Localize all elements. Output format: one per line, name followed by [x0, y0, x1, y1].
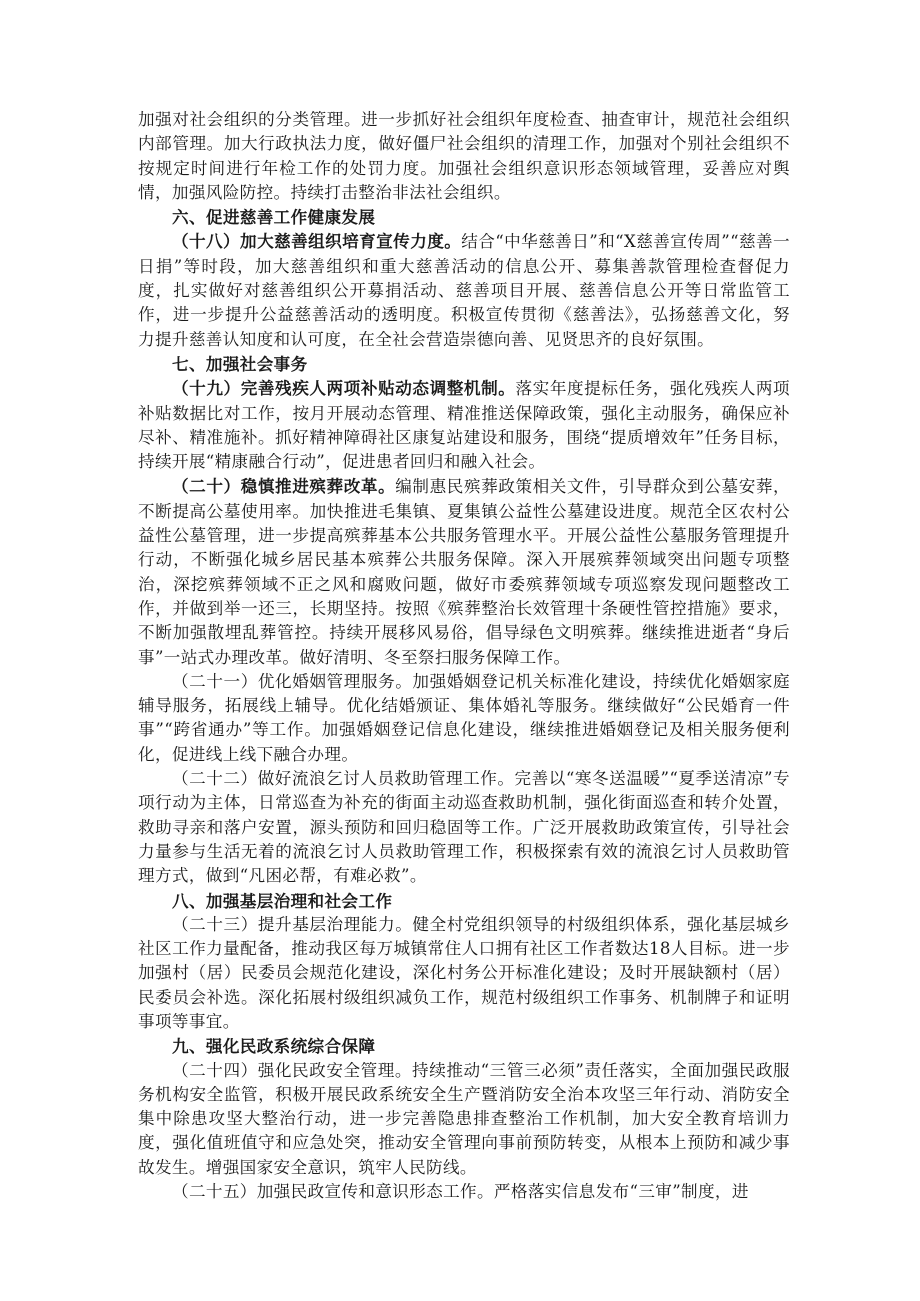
paragraph-org-management [138, 108, 790, 205]
paragraph-disability-subsidy [138, 376, 790, 474]
paragraph-text: 结合“中华慈善日”和“X慈善宣传周”“慈善一日捐”等时段，加大慈善组织和重大慈善活动的信息公开、募集善款管理检查督促力度，扎实做好对慈善组织公开募捐活动、慈善项目开展、慈善信息公开等日常监管工作，进一步提升公益慈善活动的透明度。积极宣传贯彻《慈善法》，弘扬慈善文化，努力提升慈善认知度和认可度，在全社会营造崇德向善、见贤思齐的良好氛围。 [138, 232, 790, 349]
section-heading-support: 九、强化民政系统综合保障 [172, 1036, 376, 1057]
paragraph-grassroots-governance [138, 913, 790, 1034]
paragraph-funeral-reform [138, 474, 790, 669]
paragraph-text: 落实年度提标任务，强化残疾人两项补贴数据比对工作，按月开展动态管理、精准推送保障政策，强化主动服务，确保应补尽补、精准施补。抓好精神障碍社区康复站建设和服务，围绕“提质增效年”任务目标，持续开展“精康融合行动”，促进患者回归和融入社会。 [138, 379, 791, 472]
section-heading-charity: 六、促进慈善工作健康发展 [172, 207, 376, 228]
document-page [138, 108, 790, 1204]
paragraph-text: 编制惠民殡葬政策相关文件，引导群众到公墓安葬，不断提高公墓使用率。加快推进毛集镇、夏集镇公益性公墓建设进度。规范全区农村公益性公墓管理，进一步提高殡葬基本公共服务管理水平。开展公益性公墓服务管理提升行动，不断强化城乡居民基本殡葬公共服务保障。深入开展殡葬领域突出问题专项整治，深挖殡葬领域不正之风和腐败问题，做好市委殡葬领域专项巡察发现问题整改工作，并做到举一还三，长期坚持。按照《殡葬整治长效管理十条硬性管控措施》要求，不断加强散埋乱葬管控。持续开展移风易俗，倡导绿色文明殡葬。继续推进逝者“身后事”一站式办理改革。做好清明、冬至祭扫服务保障工作。 [138, 477, 790, 667]
paragraph-text: （二十五）加强民政宣传和意识形态工作。严格落实信息发布“三审”制度，进 [172, 1182, 749, 1202]
section-heading-social-affairs: 七、加强社会事务 [172, 353, 308, 374]
paragraph-vagrant-relief [138, 767, 790, 888]
paragraph-text: （二十四）强化民政安全管理。持续推动“三管三必须”责任落实，全面加强民政服务机构安全监管，积极开展民政系统安全生产暨消防安全治本攻坚三年行动、消防安全集中除患攻坚大整治行动，进一步完善隐患排查整治工作机制，加大安全教育培训力度，强化值班值守和应急处突，推动安全管理向事前预防转变，从根本上预防和减少事故发生。增强国家安全意识，筑牢人民防线。 [138, 1060, 790, 1177]
paragraph-marriage-service [138, 670, 790, 767]
paragraph-publicity-ideology [138, 1180, 790, 1204]
paragraph-lead: （十九）完善残疾人两项补贴动态调整机制。 [172, 378, 516, 399]
paragraph-text: （二十一）优化婚姻管理服务。加强婚姻登记机关标准化建设，持续优化婚姻家庭辅导服务，拓展线上辅导。优化结婚颁证、集体婚礼等服务。继续做好“公民婚育一件事”“跨省通办”等工作。加强婚姻登记信息化建设，继续推进婚姻登记及相关服务便利化，促进线上线下融合办理。 [138, 671, 790, 764]
paragraph-text: 加强对社会组织的分类管理。进一步抓好社会组织年度检查、抽查审计，规范社会组织内部管理。加大行政执法力度，做好僵尸社会组织的清理工作，加强对个别社会组织不按规定时间进行年检工作的处罚力度。加强社会组织意识形态领域管理，妥善应对舆情，加强风险防控。持续打击整治非法社会组织。 [138, 110, 790, 202]
paragraph-text: （二十二）做好流浪乞讨人员救助管理工作。完善以“寒冬送温暖”“夏季送清凉”专项行动为主体，日常巡查为补充的街面主动巡查救助机制，强化街面巡查和转介处置，救助寻亲和落户安置，源头预防和回归稳固等工作。广泛开展救助政策宣传，引导社会力量参与生活无着的流浪乞讨人员救助管理工作，积极探索有效的流浪乞讨人员救助管理方式，做到“凡困必帮，有难必救”。 [138, 769, 790, 886]
paragraph-lead: （二十）稳慎推进殡葬改革。 [172, 476, 396, 497]
section-heading-grassroots: 八、加强基层治理和社会工作 [172, 890, 393, 911]
paragraph-charity-publicity [138, 229, 790, 351]
paragraph-lead: （十八）加大慈善组织培育宣传力度。 [172, 231, 462, 252]
paragraph-safety-management [138, 1059, 790, 1180]
paragraph-text: （二十三）提升基层治理能力。健全村党组织领导的村级组织体系，强化基层城乡社区工作力量配备，推动我区每万城镇常住人口拥有社区工作者数达18人目标。进一步加强村（居）民委员会规范化建设，深化村务公开标准化建设；及时开展缺额村（居）民委员会补选。深化拓展村级组织减负工作，规范村级组织工作事务、机制牌子和证明事项等事宜。 [138, 914, 790, 1031]
